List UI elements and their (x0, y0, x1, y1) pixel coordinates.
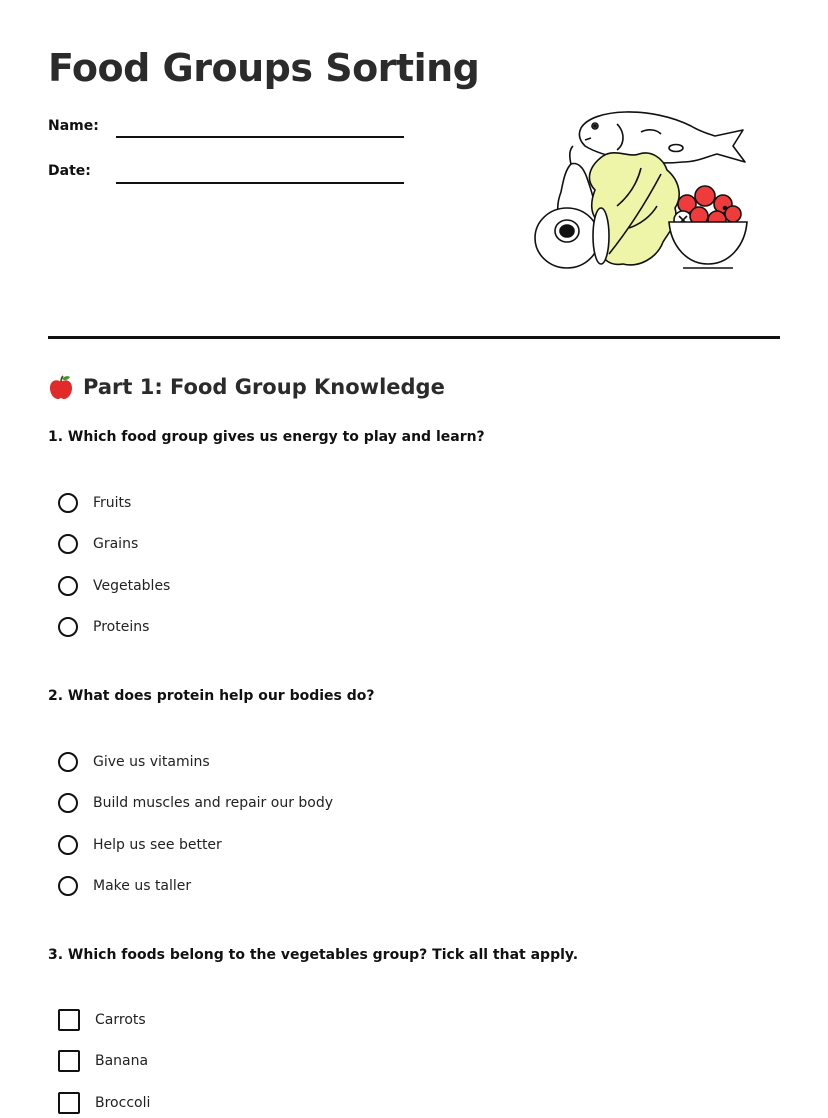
question-1-text: 1. Which food group gives us energy to play and learn? (48, 429, 485, 445)
radio-button[interactable] (58, 493, 78, 513)
date-line[interactable] (116, 182, 404, 184)
question-3-text: 3. Which foods belong to the vegetables group? Tick all that apply. (48, 947, 579, 963)
checkbox[interactable] (58, 1092, 80, 1114)
date-label: Date: (48, 163, 91, 179)
section-divider (48, 336, 780, 339)
radio-button[interactable] (58, 876, 78, 896)
q2-option-taller[interactable] (58, 874, 191, 898)
food-illustration (533, 104, 753, 274)
q1-option-proteins[interactable] (58, 615, 149, 639)
radio-button[interactable] (58, 793, 78, 813)
worksheet-title: Food Groups Sorting (48, 46, 480, 90)
option-label: Grains (93, 536, 139, 552)
name-label: Name: (48, 118, 99, 134)
radio-button[interactable] (58, 835, 78, 855)
radio-button[interactable] (58, 752, 78, 772)
kiwi-icon (535, 208, 609, 268)
section-1-title: Part 1: Food Group Knowledge (83, 375, 445, 399)
q1-option-grains[interactable] (58, 532, 138, 556)
radio-button[interactable] (58, 534, 78, 554)
option-label: Carrots (95, 1012, 146, 1028)
question-2-text: 2. What does protein help our bodies do? (48, 688, 375, 704)
option-label: Help us see better (93, 837, 222, 853)
q3-option-broccoli[interactable] (58, 1091, 150, 1115)
checkbox[interactable] (58, 1050, 80, 1072)
section-1-header (48, 374, 445, 400)
tomato-bowl-icon (669, 186, 747, 268)
checkbox[interactable] (58, 1009, 80, 1031)
q2-option-see-better[interactable] (58, 833, 222, 857)
q2-option-muscles[interactable] (58, 791, 333, 815)
option-label: Fruits (93, 495, 132, 511)
radio-button[interactable] (58, 576, 78, 596)
radio-button[interactable] (58, 617, 78, 637)
option-label: Give us vitamins (93, 754, 210, 770)
q1-option-vegetables[interactable] (58, 574, 170, 598)
option-label: Vegetables (93, 578, 171, 594)
name-line[interactable] (116, 136, 404, 138)
q3-option-banana[interactable] (58, 1049, 148, 1073)
apple-icon (48, 374, 74, 400)
option-label: Make us taller (93, 878, 192, 894)
q2-option-vitamins[interactable] (58, 750, 210, 774)
option-label: Build muscles and repair our body (93, 795, 334, 811)
option-label: Proteins (93, 619, 150, 635)
q1-option-fruits[interactable] (58, 491, 131, 515)
q3-option-carrots[interactable] (58, 1008, 146, 1032)
option-label: Broccoli (95, 1095, 151, 1111)
option-label: Banana (95, 1053, 149, 1069)
